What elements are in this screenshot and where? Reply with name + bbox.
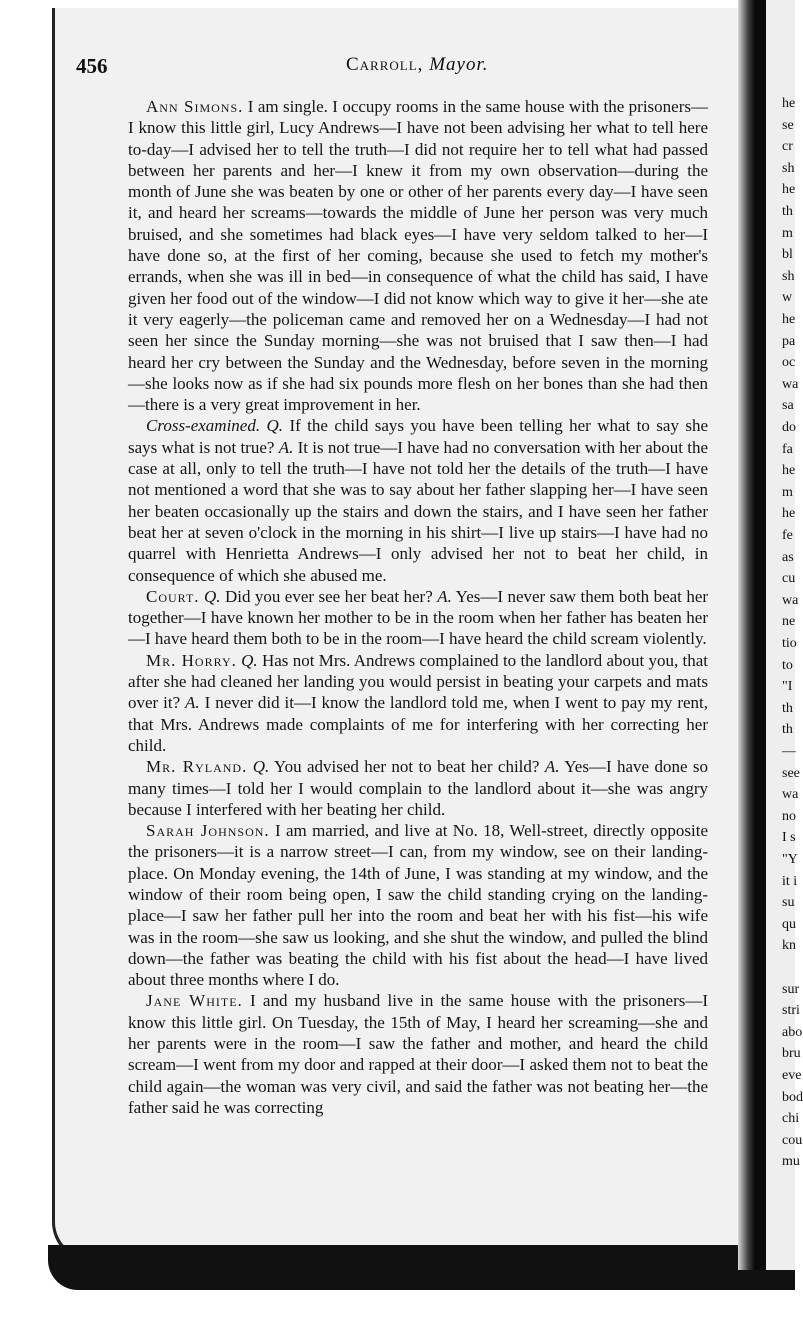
- facing-page-text: cu: [782, 571, 796, 587]
- testimony-text: I and my husband live in the same house with the prisoners—I know this little girl. On Tuesday, the 15th of May, I heard her screaming—she and her parents were in the room—I saw the father and mother, and heard the child scream—I went from my door and rapped at their door—I asked them not to beat the child again—the woman was very civil, and said the father was not beating her—the father said he was correcting: [128, 991, 709, 1117]
- answer-marker: A.: [278, 437, 294, 457]
- speaker-name: Cross-examined.: [146, 416, 261, 436]
- speaker-name: Ann Simons.: [146, 97, 244, 116]
- facing-page-text: wa: [782, 592, 799, 608]
- question-marker: Q.: [252, 757, 270, 777]
- facing-page-text: he: [782, 96, 796, 111]
- question-text: If the child says you have been telling her what to say she says what is not true?: [128, 416, 709, 457]
- facing-page-text: tio: [782, 636, 797, 651]
- testimony-text: I am married, and live at No. 18, Well-street, directly opposite the prisoners—it is a narrow street—I can, from my window, see on their landing-place. On Monday evening, the 14th of June, I was standing at my window, and the window of their room being open, I saw the child standing crying on the landing-place—I saw her father pull her into the room and beat her with his fist—his wife was in the room—she saw us looking, and she shut the window, and pulled the blind down—the father was beating the child with his fist about the head—I have lived about three months where I do.: [128, 821, 708, 990]
- facing-page-text: sa: [782, 398, 794, 414]
- facing-page-text: wa: [782, 376, 799, 392]
- answer-marker: A.: [185, 693, 200, 713]
- facing-page-text: sh: [782, 268, 795, 284]
- facing-page-text: pa: [782, 333, 796, 349]
- facing-page-text: cr: [782, 139, 793, 155]
- facing-page-text: bod: [782, 1089, 803, 1105]
- answer-text: Yes—I have done so many times—I told her I would complain to the landlord about it—she was angry because I interfered with her beating her child.: [128, 757, 709, 819]
- testimony-paragraph: [128, 415, 708, 585]
- facing-page-text: as: [782, 549, 794, 565]
- facing-page-text: ne: [782, 614, 796, 630]
- facing-page-text: "I: [782, 679, 793, 695]
- facing-page-text: I s: [782, 830, 796, 846]
- facing-page-text: it i: [782, 873, 798, 889]
- answer-marker: A.: [544, 757, 560, 777]
- facing-page-text: eve: [782, 1068, 802, 1083]
- facing-page-text: th: [782, 700, 793, 716]
- facing-page-text: fe: [782, 528, 793, 543]
- facing-page-text: cou: [782, 1132, 803, 1148]
- speaker-name: Jane White.: [146, 991, 243, 1011]
- facing-page-text: he: [782, 463, 796, 479]
- facing-page-text: he: [782, 182, 796, 198]
- facing-page-text: stri: [782, 1003, 800, 1019]
- page-number: 456: [76, 54, 108, 78]
- body-text: [128, 96, 708, 1118]
- question-marker: Q.: [203, 586, 221, 606]
- facing-page-text: do: [782, 420, 796, 435]
- facing-page-fragment: [766, 0, 803, 1270]
- speaker-name: Mr. Horry.: [146, 650, 237, 670]
- facing-page-text: th: [782, 722, 793, 738]
- testimony-paragraph: [128, 650, 708, 756]
- question-text: You advised her not to beat her child?: [274, 757, 540, 777]
- facing-page-text: chi: [782, 1111, 800, 1127]
- question-text: Has not Mrs. Andrews complained to the landlord about you, that after she had cleaned her landing you would persist in beating your carpets and mats over it?: [128, 650, 709, 713]
- running-head: [346, 54, 489, 76]
- speaker-name: Court.: [146, 586, 200, 606]
- facing-page-text: bru: [782, 1046, 801, 1062]
- answer-text: Yes—I never saw them both beat her together—I have known her mother to be in the room when her father has beaten her—I have heard them both to be in the room—I have heard the child scream violently.: [128, 586, 709, 649]
- answer-text: It is not true—I have had no conversation with her about the case at all, only to tell the truth—I have not told her the details of the truth—I have not mentioned a word that she was to say about her father slapping her—I have seen her beaten occasionally up the stairs and down the stairs, and I have seen her father beat her at seven o'clock in the morning in his shirt—I live up stairs—I have had no quarrel with Henrietta Andrews—I only advised her not to beat her child, in consequence of which she abused me.: [128, 437, 709, 585]
- facing-page-text: he: [782, 506, 796, 522]
- answer-text: I never did it—I know the landlord told me, when I went to pay my rent, that Mrs. Andrews made complaints of me for interfering with her correcting her child.: [128, 693, 709, 755]
- facing-page-text: sh: [782, 160, 795, 176]
- book-gutter: [738, 0, 766, 1270]
- page-header: [76, 54, 716, 80]
- facing-page-text: to: [782, 657, 793, 673]
- facing-page-text: su: [782, 895, 795, 911]
- speaker-name: Sarah Johnson.: [146, 821, 270, 841]
- testimony-paragraph: [128, 586, 708, 650]
- facing-page-text: fa: [782, 441, 793, 457]
- facing-page-text: se: [782, 117, 794, 133]
- facing-page-text: he: [782, 312, 796, 327]
- facing-page-text: wa: [782, 787, 799, 803]
- facing-page-text: m: [782, 225, 793, 241]
- facing-page-text: oc: [782, 355, 796, 371]
- testimony-text: I am single. I occupy rooms in the same house with the prisoners—I know this little girl, Lucy Andrews—I have not been advising her what to tell here to-day—I advised her to tell the truth—I did not require her to tell what had passed between her parents and her—I knew it from my own observation—during the month of June she was beaten by one or other of her parents every day—I have seen it, and heard her screams—towards the middle of June her person was very much bruised, and she sometimes had black eyes—I have very seldom talked to her—I have done so, at the first of her coming, because she used to fetch my mother's errands, when she was ill in bed—in consequence of what the child has said, I have given her food out of the window—I did not know which way to give it her—she ate it very eagerly—the policeman came and removed her on a Wednesday—I had not seen her since the Sunday morning—she was not bruised that I saw then—I had heard her cry between the Sunday and the Wednesday, before seven in the morning—she looks now as if she had six pounds more flesh on her bones than she had then—there is a very great improvement in her.: [128, 97, 709, 415]
- facing-page-text: see: [782, 765, 800, 781]
- facing-page-text: th: [782, 204, 793, 219]
- speaker-name: Mr. Ryland.: [146, 757, 248, 777]
- facing-page-text: —: [782, 744, 796, 759]
- facing-page-text: "Y: [782, 852, 798, 867]
- question-marker: Q.: [266, 416, 284, 436]
- running-head-title: Mayor.: [429, 54, 489, 75]
- facing-page-text: w: [782, 290, 793, 306]
- facing-page-text: no: [782, 808, 796, 824]
- running-head-name: Carroll,: [346, 54, 424, 75]
- scan-bottom-edge: [48, 1245, 795, 1290]
- question-marker: Q.: [241, 650, 258, 670]
- facing-page-text: kn: [782, 938, 796, 954]
- scan-margin: [0, 0, 52, 1339]
- facing-page-text: abo: [782, 1024, 803, 1040]
- question-text: Did you ever see her beat her?: [224, 586, 433, 606]
- facing-page-text: sur: [782, 981, 800, 997]
- testimony-paragraph: [128, 96, 708, 415]
- facing-page-text: m: [782, 484, 793, 500]
- testimony-paragraph: [128, 990, 708, 1118]
- testimony-paragraph: [128, 820, 708, 990]
- testimony-paragraph: [128, 756, 708, 820]
- facing-page-text: mu: [782, 1154, 800, 1170]
- answer-marker: A.: [437, 586, 452, 606]
- facing-page-text: qu: [782, 916, 796, 932]
- facing-page-text: bl: [782, 247, 793, 263]
